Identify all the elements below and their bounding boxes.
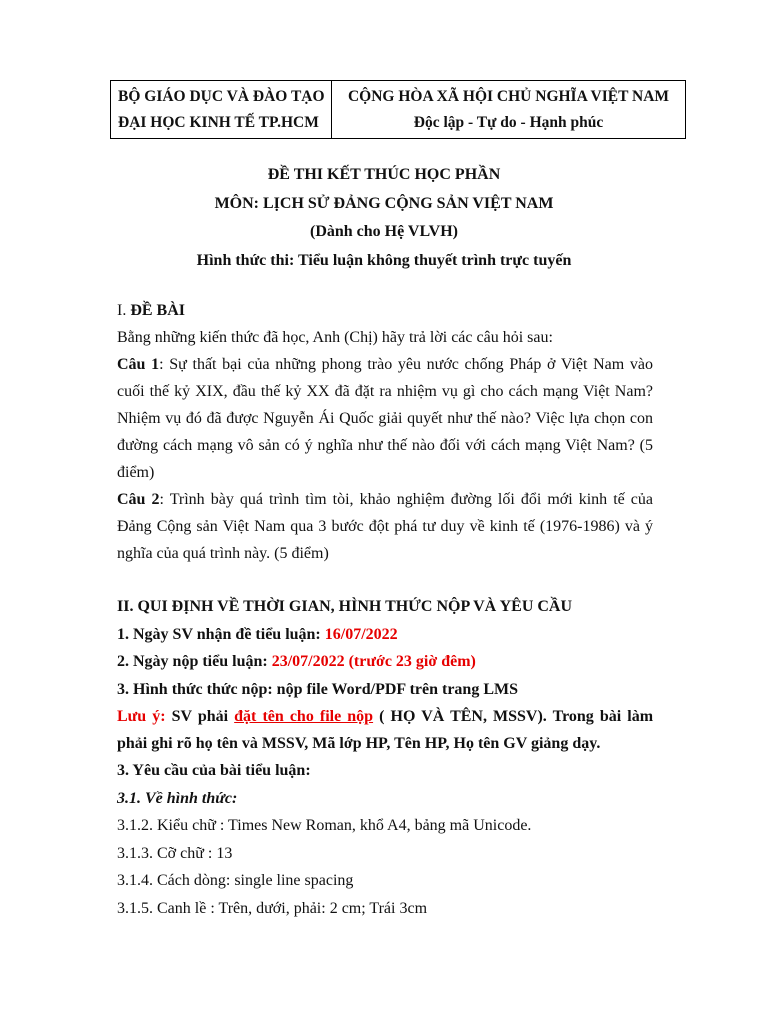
file-naming-link[interactable]: đặt tên cho file nộp xyxy=(234,708,374,725)
note-label: Lưu ý: xyxy=(117,708,172,725)
question-1 xyxy=(117,351,653,486)
question-2 xyxy=(117,486,653,567)
submit-date: 2. Ngày nộp tiểu luận: 23/07/2022 (trước 23 giờ đêm) xyxy=(117,653,476,670)
document-body xyxy=(117,297,653,922)
format-rule-spacing: 3.1.4. Cách dòng: single line spacing xyxy=(117,872,354,889)
audience-title: (Dành cho Hệ VLVH) xyxy=(309,223,459,240)
question-2-label: Câu 2 xyxy=(117,491,160,508)
header-left-cell xyxy=(111,81,332,138)
question-1-text: : Sự thất bại của những phong trào yêu nước chống Pháp ở Việt Nam vào cuối thế kỷ XIX, đầu thế kỷ XX đã đặt ra nhiệm vụ gì cho cách mạng Việt Nam? Nhiệm vụ đó đã được Nguyễn Ái Quốc giải quyết như thế nào? Việc lựa chọn con đường cách mạng vô sản có ý nghĩa như thế nào đối với cách mạng Việt Nam? (5 điểm) xyxy=(117,356,654,481)
format-rule-margins: 3.1.5. Canh lề : Trên, dưới, phải: 2 cm; Trái 3cm xyxy=(117,899,428,917)
section-1-intro: Bằng những kiến thức đã học, Anh (Chị) hãy trả lời các câu hỏi sau: xyxy=(117,329,553,346)
format-rule-font: 3.1.2. Kiểu chữ : Times New Roman, khổ A4, bảng mã Unicode. xyxy=(117,817,532,834)
exam-titles xyxy=(0,161,768,275)
subject-title: MÔN: LỊCH SỬ ĐẢNG CỘNG SẢN VIỆT NAM xyxy=(214,194,554,212)
university-name: ĐẠI HỌC KINH TẾ TP.HCM xyxy=(118,113,319,131)
submission-method: 3. Hình thức thức nộp: nộp file Word/PDF trên trang LMS xyxy=(117,680,518,698)
header-right-cell xyxy=(332,81,685,138)
format-rule-size: 3.1.3. Cỡ chữ : 13 xyxy=(117,844,233,862)
requirements-heading: 3. Yêu cầu của bài tiểu luận: xyxy=(117,762,311,779)
format-subheading: 3.1. Về hình thức: xyxy=(117,789,238,807)
ministry-name: BỘ GIÁO DỤC VÀ ĐÀO TẠO xyxy=(118,87,325,105)
section-2-heading: II. QUI ĐỊNH VỀ THỜI GIAN, HÌNH THỨC NỘP VÀ YÊU CẦU xyxy=(117,598,573,615)
national-title: CỘNG HÒA XÃ HỘI CHỦ NGHĨA VIỆT NAM xyxy=(347,87,670,105)
receive-date-value: 16/07/2022 xyxy=(324,625,398,643)
submit-date-value: 23/07/2022 (trước 23 giờ đêm) xyxy=(271,653,476,670)
national-motto: Độc lập - Tự do - Hạnh phúc xyxy=(413,113,604,131)
receive-date: 1. Ngày SV nhận đề tiểu luận: 16/07/2022 xyxy=(117,625,398,643)
exam-title: ĐỀ THI KẾT THÚC HỌC PHẦN xyxy=(267,166,501,183)
question-1-label: Câu 1 xyxy=(117,356,160,373)
header-table xyxy=(110,80,686,139)
submission-note: Lưu ý: SV phải đặt tên cho file nộp ( HỌ VÀ TÊN, MSSV). Trong bài làm phải ghi rõ họ tên và MSSV, Mã lớp HP, Tên HP, Họ tên GV giảng dạy. xyxy=(117,708,654,752)
section-1-heading: I. ĐỀ BÀI xyxy=(117,302,186,319)
question-2-text: : Trình bày quá trình tìm tòi, khảo nghiệm đường lối đổi mới kinh tế của Đảng Cộng sản Việt Nam qua 3 bước đột phá tư duy về kinh tế (1976-1986) và ý nghĩa của quá trình này. (5 điểm) xyxy=(117,491,653,562)
exam-format-title: Hình thức thi: Tiểu luận không thuyết trình trực tuyến xyxy=(196,251,572,269)
